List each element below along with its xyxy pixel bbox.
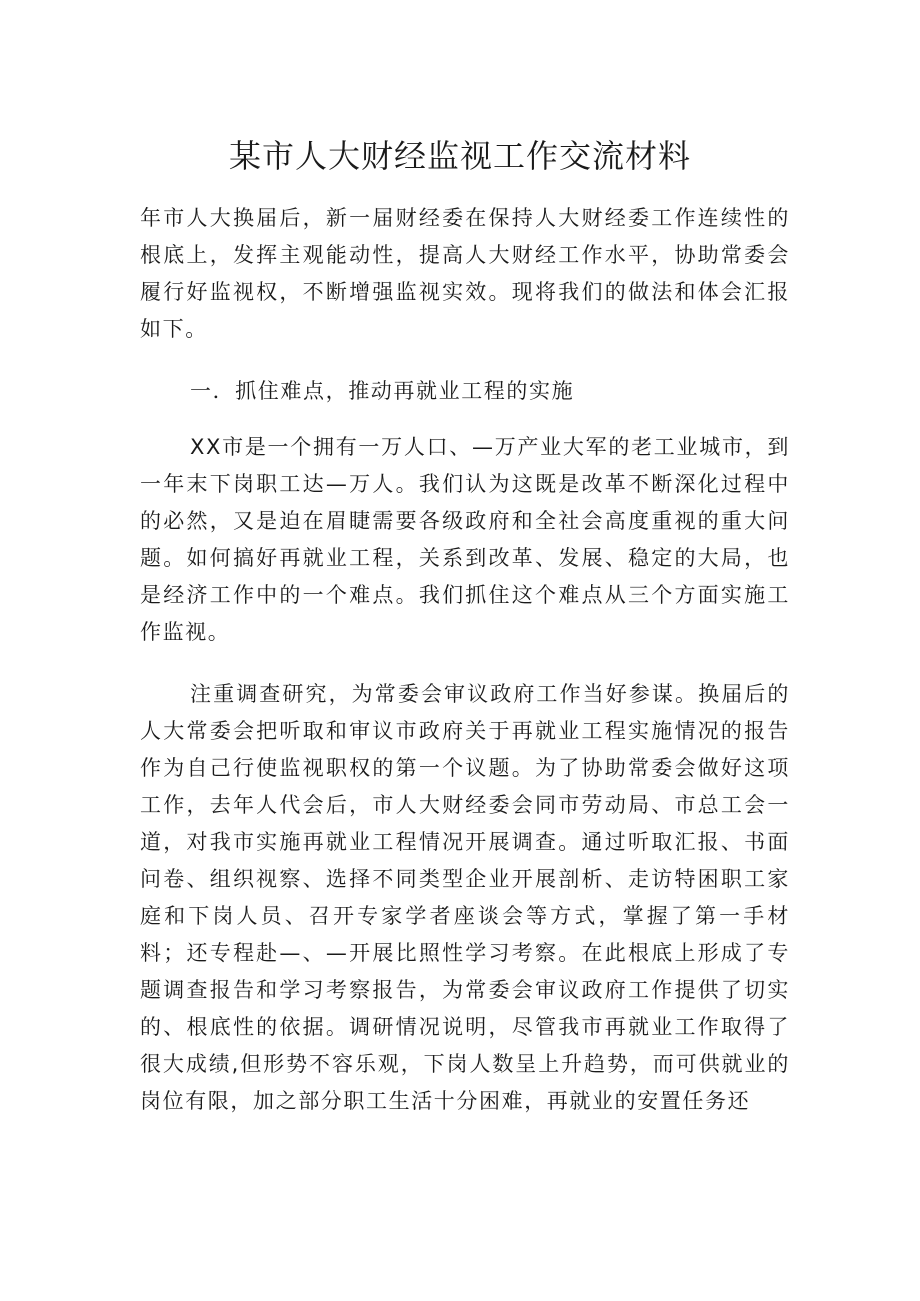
- intro-paragraph: 年市人大换届后，新一届财经委在保持人大财经委工作连续性的根底上，发挥主观能动性，提高人大财经工作水平，协助常委会履行好监视权，不断增强监视实效。现将我们的做法和体会汇报如下。: [140, 206, 790, 341]
- section-heading-1: 一．抓住难点，推动再就业工程的实施: [190, 379, 575, 403]
- section-1-paragraph-2: 注重调查研究，为常委会审议政府工作当好参谋。换届后的人大常委会把听取和审议市政府关于再就业工程实施情况的报告作为自己行使监视职权的第一个议题。为了协助常委会做好这项工作，去年人代会后，市人大财经委会同市劳动局、市总工会一道，对我市实施再就业工程情况开展调查。通过听取汇报、书面问卷、组织视察、选择不同类型企业开展剖析、走访特困职工家庭和下岗人员、召开专家学者座谈会等方式，掌握了第一手材料；还专程赴—、—开展比照性学习考察。在此根底上形成了专题调查报告和学习考察报告，为常委会审议政府工作提供了切实的、根底性的依据。调研情况说明，尽管我市再就业工作取得了很大成绩,但形势不容乐观，下岗人数呈上升趋势，而可供就业的岗位有限，加之部分职工生活十分困难，再就业的安置任务还: [140, 682, 790, 1113]
- section-1-paragraph-1: XX市是一个拥有一万人口、—万产业大军的老工业城市，到一年末下岗职工达—万人。我们认为这既是改革不断深化过程中的必然，又是迫在眉睫需要各级政府和全社会高度重视的重大问题。如何搞好再就业工程，关系到改革、发展、稳定的大局，也是经济工作中的一个难点。我们抓住这个难点从三个方面实施工作监视。: [140, 435, 790, 644]
- document-title: 某市人大财经监视工作交流材料: [228, 137, 691, 175]
